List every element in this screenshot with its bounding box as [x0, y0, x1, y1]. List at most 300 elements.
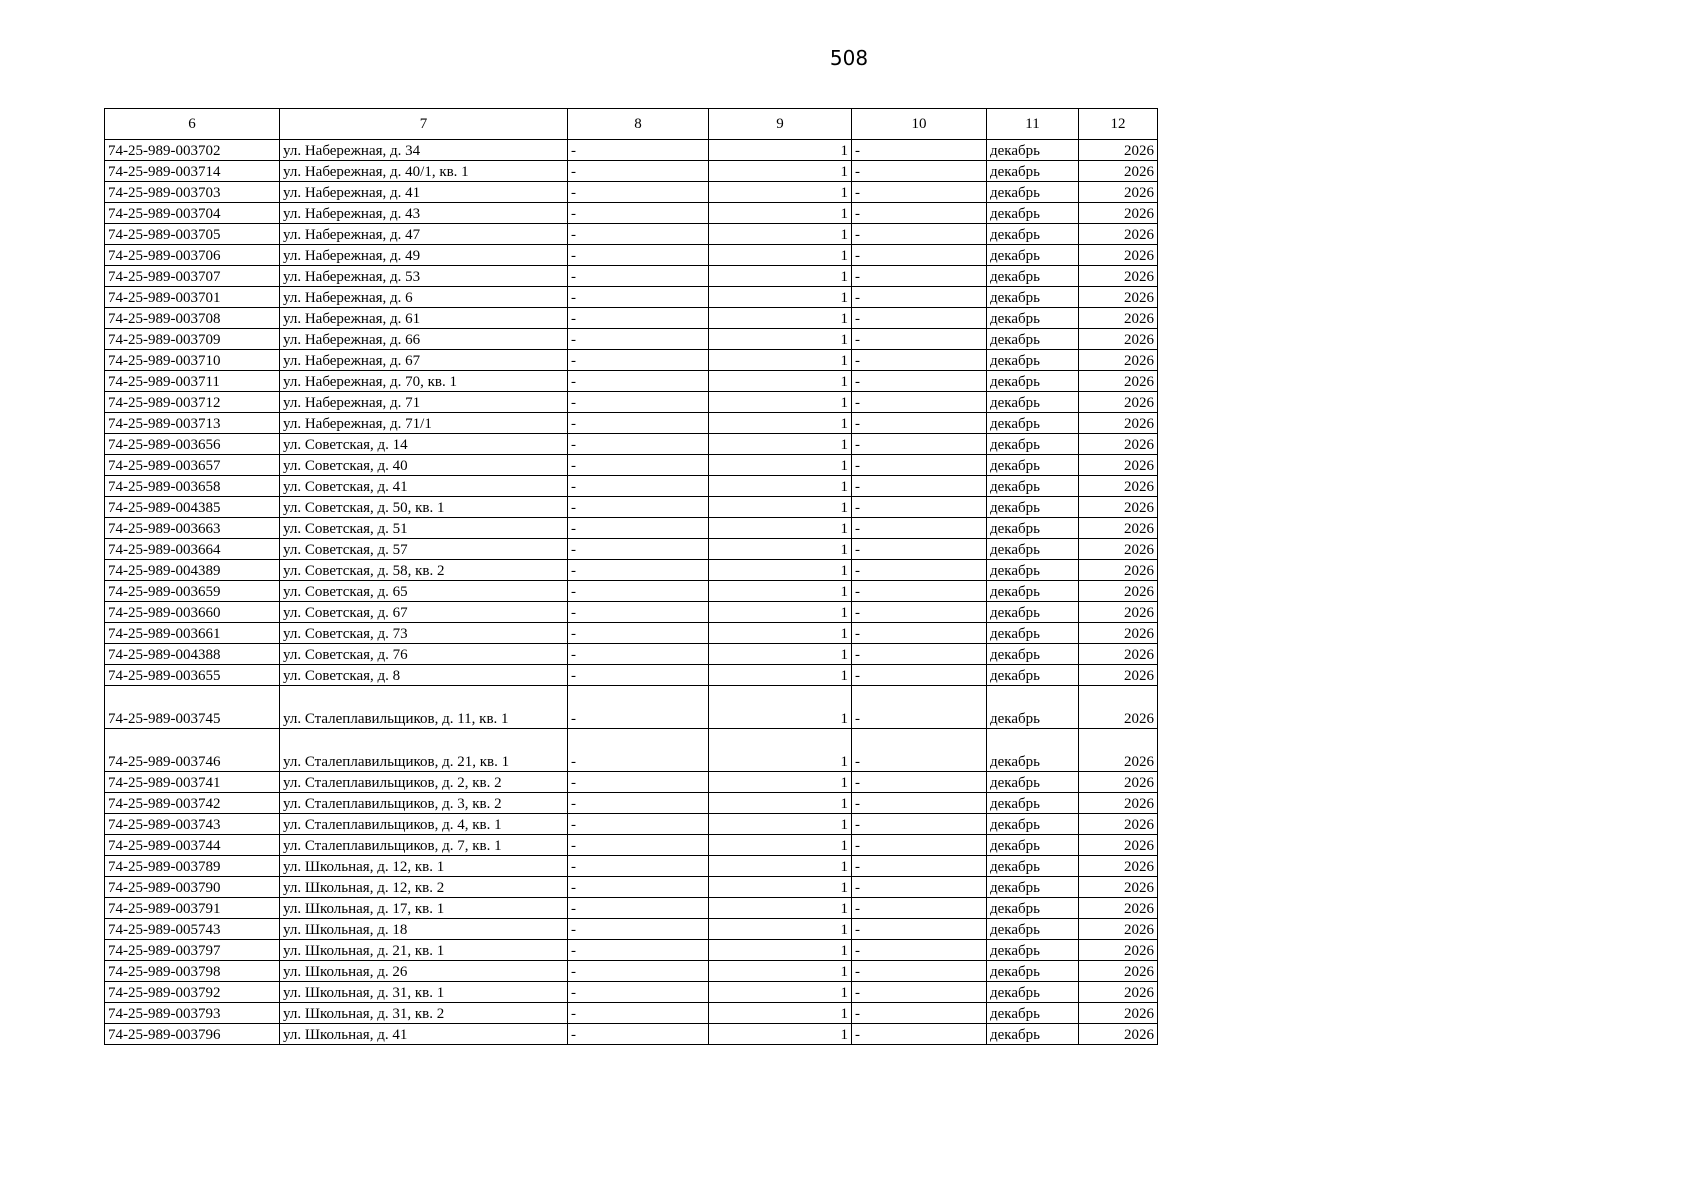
table-row: [105, 476, 1158, 497]
table-row: [105, 455, 1158, 476]
object-code-cell: 74-25-989-003743: [105, 814, 280, 835]
object-code-cell: 74-25-989-004389: [105, 560, 280, 581]
month-cell: декабрь: [987, 413, 1079, 434]
col8-cell: -: [568, 1003, 709, 1024]
col8-cell: -: [568, 772, 709, 793]
table-row: [105, 392, 1158, 413]
register-table: [104, 108, 1158, 1045]
col10-cell: -: [852, 1024, 987, 1045]
col9-cell: 1: [709, 686, 852, 729]
month-cell: декабрь: [987, 835, 1079, 856]
object-code-cell: 74-25-989-003658: [105, 476, 280, 497]
col10-cell: -: [852, 392, 987, 413]
col8-cell: -: [568, 161, 709, 182]
year-cell: 2026: [1079, 665, 1158, 686]
col9-cell: 1: [709, 772, 852, 793]
address-cell: ул. Набережная, д. 71: [280, 392, 568, 413]
month-cell: декабрь: [987, 665, 1079, 686]
table-row: [105, 266, 1158, 287]
address-cell: ул. Набережная, д. 6: [280, 287, 568, 308]
object-code-cell: 74-25-989-003710: [105, 350, 280, 371]
col10-cell: -: [852, 877, 987, 898]
col9-cell: 1: [709, 961, 852, 982]
col8-cell: -: [568, 602, 709, 623]
object-code-cell: 74-25-989-003659: [105, 581, 280, 602]
month-cell: декабрь: [987, 919, 1079, 940]
col8-cell: -: [568, 140, 709, 161]
col8-cell: -: [568, 455, 709, 476]
table-row: [105, 434, 1158, 455]
col8-cell: -: [568, 182, 709, 203]
month-cell: декабрь: [987, 793, 1079, 814]
col10-cell: -: [852, 602, 987, 623]
year-cell: 2026: [1079, 518, 1158, 539]
year-cell: 2026: [1079, 1024, 1158, 1045]
object-code-cell: 74-25-989-003705: [105, 224, 280, 245]
table-row: [105, 982, 1158, 1003]
column-header: 12: [1079, 109, 1158, 140]
address-cell: ул. Набережная, д. 53: [280, 266, 568, 287]
month-cell: декабрь: [987, 518, 1079, 539]
address-cell: ул. Школьная, д. 17, кв. 1: [280, 898, 568, 919]
address-cell: ул. Набережная, д. 67: [280, 350, 568, 371]
col8-cell: -: [568, 877, 709, 898]
month-cell: декабрь: [987, 729, 1079, 772]
col9-cell: 1: [709, 665, 852, 686]
object-code-cell: 74-25-989-004388: [105, 644, 280, 665]
month-cell: декабрь: [987, 140, 1079, 161]
month-cell: декабрь: [987, 772, 1079, 793]
col9-cell: 1: [709, 140, 852, 161]
address-cell: ул. Набережная, д. 43: [280, 203, 568, 224]
object-code-cell: 74-25-989-003656: [105, 434, 280, 455]
col10-cell: -: [852, 476, 987, 497]
col9-cell: 1: [709, 392, 852, 413]
year-cell: 2026: [1079, 961, 1158, 982]
table-row: [105, 729, 1158, 772]
col8-cell: -: [568, 793, 709, 814]
col10-cell: -: [852, 940, 987, 961]
year-cell: 2026: [1079, 329, 1158, 350]
address-cell: ул. Сталеплавильщиков, д. 3, кв. 2: [280, 793, 568, 814]
address-cell: ул. Советская, д. 76: [280, 644, 568, 665]
col10-cell: -: [852, 266, 987, 287]
col9-cell: 1: [709, 602, 852, 623]
col9-cell: 1: [709, 623, 852, 644]
object-code-cell: 74-25-989-003789: [105, 856, 280, 877]
col10-cell: -: [852, 287, 987, 308]
month-cell: декабрь: [987, 455, 1079, 476]
year-cell: 2026: [1079, 940, 1158, 961]
col9-cell: 1: [709, 1003, 852, 1024]
col10-cell: -: [852, 182, 987, 203]
month-cell: декабрь: [987, 602, 1079, 623]
table-row: [105, 772, 1158, 793]
col9-cell: 1: [709, 644, 852, 665]
object-code-cell: 74-25-989-004385: [105, 497, 280, 518]
address-cell: ул. Советская, д. 73: [280, 623, 568, 644]
col9-cell: 1: [709, 224, 852, 245]
col8-cell: -: [568, 729, 709, 772]
col8-cell: -: [568, 434, 709, 455]
col8-cell: -: [568, 329, 709, 350]
object-code-cell: 74-25-989-003742: [105, 793, 280, 814]
address-cell: ул. Советская, д. 8: [280, 665, 568, 686]
year-cell: 2026: [1079, 161, 1158, 182]
table-row: [105, 814, 1158, 835]
col10-cell: -: [852, 644, 987, 665]
col8-cell: -: [568, 898, 709, 919]
col9-cell: 1: [709, 266, 852, 287]
table-row: [105, 497, 1158, 518]
month-cell: декабрь: [987, 476, 1079, 497]
address-cell: ул. Сталеплавильщиков, д. 11, кв. 1: [280, 686, 568, 729]
month-cell: декабрь: [987, 245, 1079, 266]
table-header: [105, 109, 1158, 140]
col8-cell: -: [568, 644, 709, 665]
col9-cell: 1: [709, 898, 852, 919]
month-cell: декабрь: [987, 350, 1079, 371]
address-cell: ул. Набережная, д. 40/1, кв. 1: [280, 161, 568, 182]
address-cell: ул. Набережная, д. 71/1: [280, 413, 568, 434]
year-cell: 2026: [1079, 434, 1158, 455]
table-row: [105, 940, 1158, 961]
month-cell: декабрь: [987, 287, 1079, 308]
year-cell: 2026: [1079, 392, 1158, 413]
column-header: 10: [852, 109, 987, 140]
year-cell: 2026: [1079, 560, 1158, 581]
object-code-cell: 74-25-989-003713: [105, 413, 280, 434]
table-row: [105, 245, 1158, 266]
col8-cell: -: [568, 350, 709, 371]
col8-cell: -: [568, 665, 709, 686]
address-cell: ул. Набережная, д. 61: [280, 308, 568, 329]
table-row: [105, 182, 1158, 203]
table-row: [105, 413, 1158, 434]
col9-cell: 1: [709, 729, 852, 772]
address-cell: ул. Советская, д. 41: [280, 476, 568, 497]
object-code-cell: 74-25-989-003701: [105, 287, 280, 308]
page-number: 508: [829, 46, 869, 70]
table-row: [105, 161, 1158, 182]
object-code-cell: 74-25-989-003706: [105, 245, 280, 266]
address-cell: ул. Школьная, д. 26: [280, 961, 568, 982]
address-cell: ул. Школьная, д. 12, кв. 2: [280, 877, 568, 898]
object-code-cell: 74-25-989-003703: [105, 182, 280, 203]
object-code-cell: 74-25-989-003655: [105, 665, 280, 686]
header-row: [105, 109, 1158, 140]
year-cell: 2026: [1079, 182, 1158, 203]
object-code-cell: 74-25-989-003792: [105, 982, 280, 1003]
address-cell: ул. Набережная, д. 70, кв. 1: [280, 371, 568, 392]
col9-cell: 1: [709, 434, 852, 455]
col8-cell: -: [568, 856, 709, 877]
address-cell: ул. Советская, д. 51: [280, 518, 568, 539]
year-cell: 2026: [1079, 371, 1158, 392]
year-cell: 2026: [1079, 835, 1158, 856]
col10-cell: -: [852, 350, 987, 371]
year-cell: 2026: [1079, 793, 1158, 814]
col10-cell: -: [852, 772, 987, 793]
object-code-cell: 74-25-989-003714: [105, 161, 280, 182]
year-cell: 2026: [1079, 898, 1158, 919]
col9-cell: 1: [709, 835, 852, 856]
col9-cell: 1: [709, 982, 852, 1003]
col8-cell: -: [568, 961, 709, 982]
table-row: [105, 581, 1158, 602]
month-cell: декабрь: [987, 224, 1079, 245]
year-cell: 2026: [1079, 644, 1158, 665]
col10-cell: -: [852, 814, 987, 835]
address-cell: ул. Школьная, д. 41: [280, 1024, 568, 1045]
table-row: [105, 961, 1158, 982]
col10-cell: -: [852, 835, 987, 856]
col10-cell: -: [852, 434, 987, 455]
address-cell: ул. Советская, д. 67: [280, 602, 568, 623]
col9-cell: 1: [709, 539, 852, 560]
object-code-cell: 74-25-989-005743: [105, 919, 280, 940]
month-cell: декабрь: [987, 877, 1079, 898]
year-cell: 2026: [1079, 455, 1158, 476]
month-cell: декабрь: [987, 686, 1079, 729]
object-code-cell: 74-25-989-003791: [105, 898, 280, 919]
address-cell: ул. Сталеплавильщиков, д. 4, кв. 1: [280, 814, 568, 835]
address-cell: ул. Сталеплавильщиков, д. 21, кв. 1: [280, 729, 568, 772]
table-row: [105, 686, 1158, 729]
object-code-cell: 74-25-989-003793: [105, 1003, 280, 1024]
address-cell: ул. Сталеплавильщиков, д. 2, кв. 2: [280, 772, 568, 793]
col8-cell: -: [568, 940, 709, 961]
object-code-cell: 74-25-989-003745: [105, 686, 280, 729]
month-cell: декабрь: [987, 623, 1079, 644]
table-row: [105, 224, 1158, 245]
month-cell: декабрь: [987, 814, 1079, 835]
col10-cell: -: [852, 329, 987, 350]
col8-cell: -: [568, 686, 709, 729]
object-code-cell: 74-25-989-003708: [105, 308, 280, 329]
col10-cell: -: [852, 455, 987, 476]
col9-cell: 1: [709, 518, 852, 539]
col10-cell: -: [852, 308, 987, 329]
year-cell: 2026: [1079, 266, 1158, 287]
object-code-cell: 74-25-989-003741: [105, 772, 280, 793]
col8-cell: -: [568, 476, 709, 497]
col10-cell: -: [852, 686, 987, 729]
table-row: [105, 856, 1158, 877]
month-cell: декабрь: [987, 940, 1079, 961]
address-cell: ул. Школьная, д. 31, кв. 2: [280, 1003, 568, 1024]
table-row: [105, 350, 1158, 371]
col9-cell: 1: [709, 182, 852, 203]
col10-cell: -: [852, 623, 987, 644]
col10-cell: -: [852, 919, 987, 940]
year-cell: 2026: [1079, 1003, 1158, 1024]
year-cell: 2026: [1079, 623, 1158, 644]
col9-cell: 1: [709, 581, 852, 602]
year-cell: 2026: [1079, 686, 1158, 729]
year-cell: 2026: [1079, 982, 1158, 1003]
col8-cell: -: [568, 308, 709, 329]
object-code-cell: 74-25-989-003702: [105, 140, 280, 161]
year-cell: 2026: [1079, 413, 1158, 434]
object-code-cell: 74-25-989-003707: [105, 266, 280, 287]
year-cell: 2026: [1079, 877, 1158, 898]
address-cell: ул. Советская, д. 50, кв. 1: [280, 497, 568, 518]
month-cell: декабрь: [987, 539, 1079, 560]
year-cell: 2026: [1079, 919, 1158, 940]
table-row: [105, 665, 1158, 686]
month-cell: декабрь: [987, 308, 1079, 329]
year-cell: 2026: [1079, 350, 1158, 371]
month-cell: декабрь: [987, 434, 1079, 455]
col10-cell: -: [852, 245, 987, 266]
object-code-cell: 74-25-989-003790: [105, 877, 280, 898]
year-cell: 2026: [1079, 140, 1158, 161]
address-cell: ул. Советская, д. 57: [280, 539, 568, 560]
month-cell: декабрь: [987, 1003, 1079, 1024]
table-row: [105, 539, 1158, 560]
month-cell: декабрь: [987, 392, 1079, 413]
address-cell: ул. Советская, д. 58, кв. 2: [280, 560, 568, 581]
col10-cell: -: [852, 856, 987, 877]
col9-cell: 1: [709, 793, 852, 814]
col10-cell: -: [852, 793, 987, 814]
column-header: 7: [280, 109, 568, 140]
col9-cell: 1: [709, 308, 852, 329]
column-header: 11: [987, 109, 1079, 140]
year-cell: 2026: [1079, 729, 1158, 772]
object-code-cell: 74-25-989-003746: [105, 729, 280, 772]
table-row: [105, 793, 1158, 814]
object-code-cell: 74-25-989-003664: [105, 539, 280, 560]
col8-cell: -: [568, 560, 709, 581]
year-cell: 2026: [1079, 476, 1158, 497]
table-row: [105, 203, 1158, 224]
table-row: [105, 560, 1158, 581]
col9-cell: 1: [709, 350, 852, 371]
col10-cell: -: [852, 161, 987, 182]
table-row: [105, 1024, 1158, 1045]
col9-cell: 1: [709, 560, 852, 581]
address-cell: ул. Школьная, д. 21, кв. 1: [280, 940, 568, 961]
col9-cell: 1: [709, 287, 852, 308]
table-row: [105, 644, 1158, 665]
col8-cell: -: [568, 518, 709, 539]
col10-cell: -: [852, 497, 987, 518]
month-cell: декабрь: [987, 644, 1079, 665]
object-code-cell: 74-25-989-003797: [105, 940, 280, 961]
object-code-cell: 74-25-989-003796: [105, 1024, 280, 1045]
object-code-cell: 74-25-989-003798: [105, 961, 280, 982]
col8-cell: -: [568, 224, 709, 245]
col8-cell: -: [568, 245, 709, 266]
year-cell: 2026: [1079, 203, 1158, 224]
month-cell: декабрь: [987, 982, 1079, 1003]
col8-cell: -: [568, 814, 709, 835]
col9-cell: 1: [709, 161, 852, 182]
table-row: [105, 518, 1158, 539]
address-cell: ул. Советская, д. 14: [280, 434, 568, 455]
col10-cell: -: [852, 413, 987, 434]
address-cell: ул. Набережная, д. 49: [280, 245, 568, 266]
col9-cell: 1: [709, 455, 852, 476]
table-row: [105, 602, 1158, 623]
table-row: [105, 329, 1158, 350]
col10-cell: -: [852, 560, 987, 581]
year-cell: 2026: [1079, 856, 1158, 877]
year-cell: 2026: [1079, 497, 1158, 518]
object-code-cell: 74-25-989-003657: [105, 455, 280, 476]
address-cell: ул. Советская, д. 40: [280, 455, 568, 476]
col10-cell: -: [852, 140, 987, 161]
table-row: [105, 835, 1158, 856]
object-code-cell: 74-25-989-003709: [105, 329, 280, 350]
object-code-cell: 74-25-989-003704: [105, 203, 280, 224]
col10-cell: -: [852, 1003, 987, 1024]
year-cell: 2026: [1079, 602, 1158, 623]
col10-cell: -: [852, 203, 987, 224]
column-header: 8: [568, 109, 709, 140]
col8-cell: -: [568, 497, 709, 518]
table-row: [105, 371, 1158, 392]
col8-cell: -: [568, 266, 709, 287]
column-header: 9: [709, 109, 852, 140]
address-cell: ул. Набережная, д. 66: [280, 329, 568, 350]
table-row: [105, 877, 1158, 898]
year-cell: 2026: [1079, 224, 1158, 245]
col8-cell: -: [568, 539, 709, 560]
col9-cell: 1: [709, 245, 852, 266]
table-row: [105, 898, 1158, 919]
year-cell: 2026: [1079, 539, 1158, 560]
table-row: [105, 919, 1158, 940]
col10-cell: -: [852, 982, 987, 1003]
col8-cell: -: [568, 919, 709, 940]
table-row: [105, 623, 1158, 644]
month-cell: декабрь: [987, 266, 1079, 287]
address-cell: ул. Набережная, д. 34: [280, 140, 568, 161]
col9-cell: 1: [709, 1024, 852, 1045]
col8-cell: -: [568, 392, 709, 413]
col8-cell: -: [568, 1024, 709, 1045]
table-row: [105, 1003, 1158, 1024]
col10-cell: -: [852, 961, 987, 982]
month-cell: декабрь: [987, 961, 1079, 982]
col9-cell: 1: [709, 476, 852, 497]
object-code-cell: 74-25-989-003663: [105, 518, 280, 539]
table-row: [105, 308, 1158, 329]
address-cell: ул. Набережная, д. 41: [280, 182, 568, 203]
table-row: [105, 287, 1158, 308]
address-cell: ул. Школьная, д. 12, кв. 1: [280, 856, 568, 877]
col8-cell: -: [568, 581, 709, 602]
col10-cell: -: [852, 729, 987, 772]
col8-cell: -: [568, 287, 709, 308]
object-code-cell: 74-25-989-003744: [105, 835, 280, 856]
month-cell: декабрь: [987, 371, 1079, 392]
month-cell: декабрь: [987, 560, 1079, 581]
month-cell: декабрь: [987, 329, 1079, 350]
col9-cell: 1: [709, 940, 852, 961]
year-cell: 2026: [1079, 814, 1158, 835]
month-cell: декабрь: [987, 182, 1079, 203]
col9-cell: 1: [709, 413, 852, 434]
col10-cell: -: [852, 898, 987, 919]
month-cell: декабрь: [987, 581, 1079, 602]
col9-cell: 1: [709, 497, 852, 518]
col8-cell: -: [568, 371, 709, 392]
month-cell: декабрь: [987, 497, 1079, 518]
